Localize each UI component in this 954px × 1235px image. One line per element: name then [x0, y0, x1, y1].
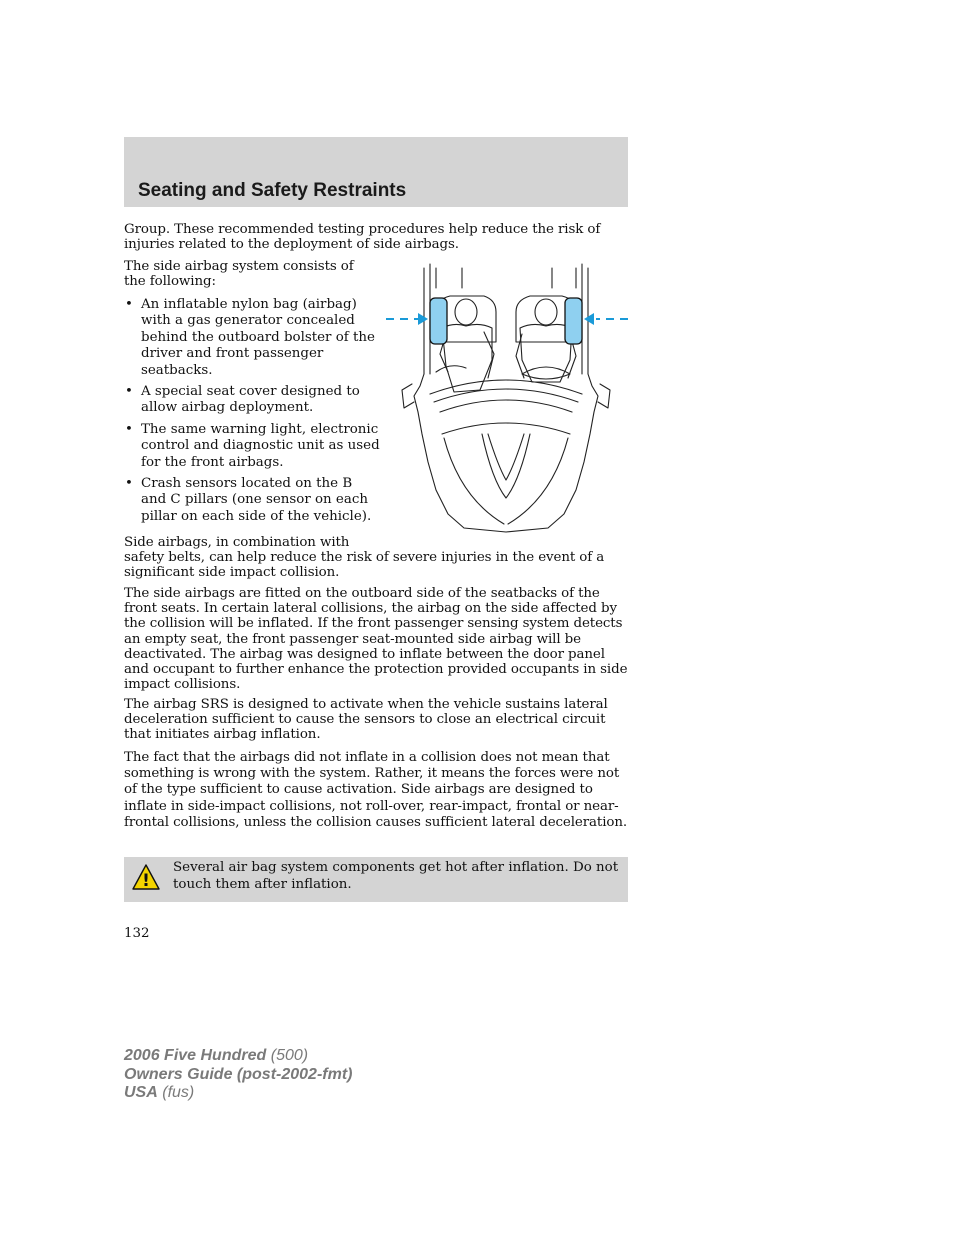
car-hood-curve — [444, 438, 504, 524]
intro-paragraph: Group. These recommended testing procedures help reduce the risk of injuries related to the deployment of side airbags. — [124, 222, 601, 253]
document-footer — [124, 1047, 352, 1103]
bullet-symbol: • — [125, 476, 133, 492]
right-mirror — [598, 384, 610, 408]
passenger-body — [520, 324, 572, 382]
driver-head — [455, 299, 477, 325]
consists-of-paragraph: The side airbag system consists of the following: — [124, 259, 354, 290]
steering-wheel — [436, 366, 466, 372]
footer-model: 2006 Five Hundred — [124, 1047, 267, 1064]
bullet-symbol: • — [125, 297, 133, 312]
warning-box — [124, 857, 628, 902]
section-header — [124, 137, 628, 207]
page-number: 132 — [124, 926, 150, 941]
side-airbags-paragraph-start: Side airbags, in combination with — [124, 535, 350, 550]
side-airbags-paragraph-rest: safety belts, can help reduce the risk of severe injuries in the event of a significant side impact collision. — [124, 550, 605, 581]
passenger-head — [535, 299, 557, 325]
list-item-text: A special seat cover designed to allow airbag deployment. — [141, 384, 360, 416]
warning-symbol: ! — [142, 871, 150, 891]
left-mirror — [402, 384, 414, 408]
passenger-arm — [516, 334, 524, 378]
fitted-paragraph: The side airbags are fitted on the outboard side of the seatbacks of the front seats. In certain lateral collisions, the airbag on the side affected by the collision will be inflated. If the front passenger sensing system detects an empty seat, the front passenger seat-mounted side airbag will be deactivated. The airbag was designed to inflate between the door panel and occupant to further enhance the protection provided occupants in side impact collisions. — [124, 586, 628, 693]
list-item — [124, 297, 380, 379]
passenger-dash-wheel — [522, 367, 570, 379]
side-airbag-diagram — [384, 262, 630, 540]
car-center-crease — [482, 434, 530, 498]
list-item — [124, 384, 380, 417]
right-impact-arrow — [584, 313, 628, 325]
bullet-symbol: • — [125, 384, 133, 400]
bullet-symbol: • — [125, 421, 133, 437]
warning-text: Several air bag system components get hot after inflation. Do not touch them after inflation. — [173, 860, 619, 892]
driver-body — [442, 324, 492, 392]
footer-model-code: (500) — [270, 1047, 309, 1064]
list-item — [124, 422, 380, 471]
srs-paragraph: The airbag SRS is designed to activate when the vehicle sustains lateral deceleration sufficient to cause the sensors to close an electrical circuit that initiates airbag inflation. — [124, 697, 608, 743]
components-list — [124, 297, 380, 530]
list-item-text: The same warning light, electronic control and diagnostic unit as used for the front airbags. — [141, 421, 380, 470]
list-item — [124, 476, 380, 525]
left-side-airbag — [430, 298, 447, 344]
fact-paragraph: The fact that the airbags did not inflate in a collision does not mean that something is wrong with the system. Rather, it means the forces were not of the type sufficient to cause activation. Side airbags are designed to inflate in side-impact collisions, not roll-over, rear-impact, frontal or near-frontal collisions, unless the collision causes sufficient lateral deceleration. — [124, 750, 628, 830]
left-impact-arrow — [386, 313, 428, 325]
footer-market: USA — [124, 1084, 158, 1101]
right-side-airbag — [565, 298, 582, 344]
warning-triangle-icon — [131, 863, 161, 891]
footer-guide: Owners Guide (post-2002-fmt) — [124, 1065, 353, 1083]
car-hood-line — [440, 400, 572, 412]
car-hood-curve — [508, 438, 568, 524]
list-item-text: Crash sensors located on the B and C pillars (one sensor on each pillar on each side of the vehicle). — [141, 476, 372, 524]
section-title: Seating and Safety Restraints — [138, 180, 407, 201]
footer-market-code: (fus) — [162, 1084, 195, 1101]
list-item-text: An inflatable nylon bag (airbag) with a gas generator concealed behind the outboard bolster of the driver and front passenger seatbacks. — [141, 297, 375, 378]
car-body-outline — [414, 374, 598, 532]
car-hood-line — [442, 423, 570, 434]
